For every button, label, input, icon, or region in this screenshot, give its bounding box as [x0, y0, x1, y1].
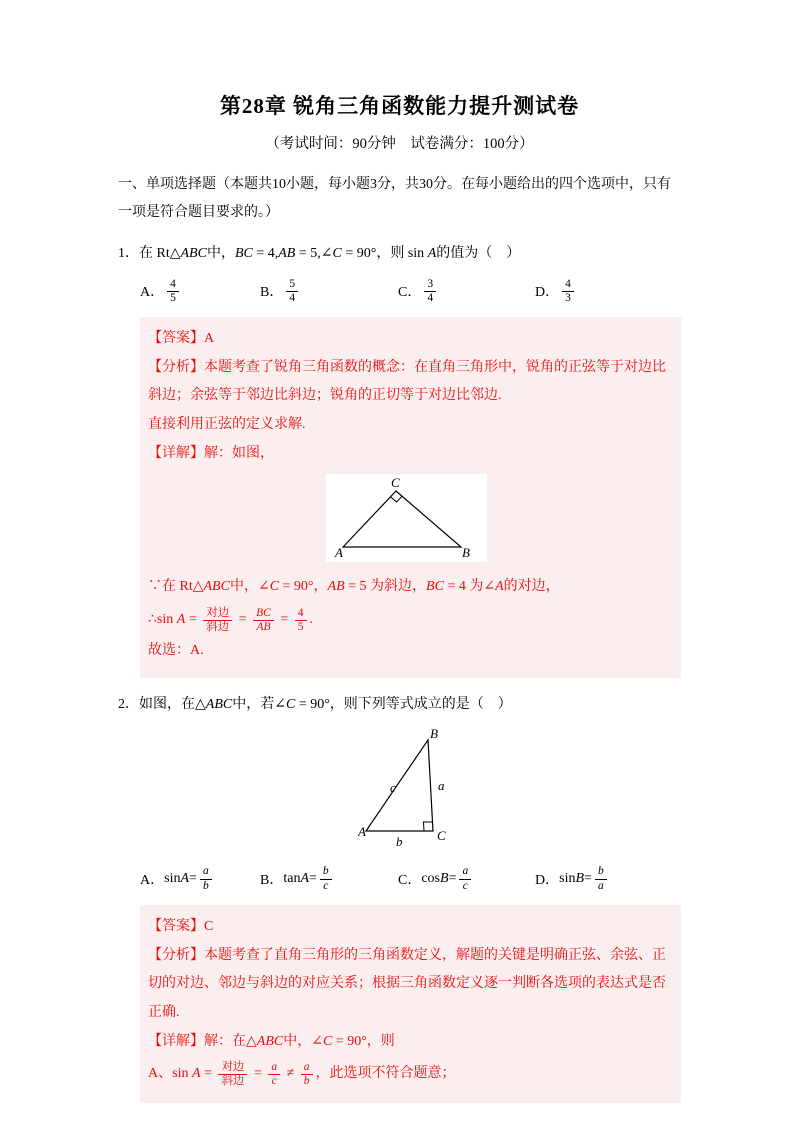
- q2-option-a: A． sin A = $\frac{a}{b}$: [140, 865, 260, 892]
- q2-option-c: C． cos B = $\frac{a}{c}$: [398, 865, 535, 892]
- vertex-label-a: A: [358, 824, 366, 840]
- q2-analysis-line: 【分析】本题考查了直角三角形的三角函数定义，解题的关键是明确正弦、余弦、正切的对边、邻边与斜边的对应关系；根据三角函数定义逐一判断各选项的表达式是否正确.: [148, 947, 666, 1020]
- right-angle-mark: [391, 497, 403, 503]
- vertex-label-c: C: [437, 828, 446, 844]
- q2-answer-block: [140, 905, 681, 1103]
- section-heading: 一、单项选择题（本题共10小题，每小题3分，共30分。在每小题给出的四个选项中，只有一项是符合题目要求的。）: [118, 177, 671, 220]
- q1-figure-row: [326, 474, 673, 567]
- q1-option-c: C． $\frac{3}{4}$: [398, 278, 535, 305]
- q1-answer-line: 【答案】A: [148, 331, 215, 347]
- side-label-b: b: [396, 834, 403, 850]
- vertex-label-b: B: [462, 545, 470, 560]
- q2-option-a-check: A、sin A = $\frac{\text{对边}}{\text{斜边}}$ = $\frac{a}{c}$ ≠ $\frac{a}{b}$ ，此选项不符合题意；: [148, 1061, 456, 1088]
- triangle-outline: [343, 491, 461, 547]
- q1-detail-intro: 【详解】解：如图，: [148, 445, 274, 461]
- q1-option-b: B． $\frac{5}{4}$: [260, 278, 398, 305]
- q1-conclusion-line: 故选：A.: [148, 643, 204, 659]
- triangle-figure-2: [358, 728, 470, 850]
- vertex-label-b: B: [430, 728, 438, 742]
- q1-option-d: D． $\frac{4}{3}$: [535, 278, 681, 305]
- q2-answer-line: 【答案】C: [148, 918, 214, 934]
- question-2-options: [140, 865, 681, 892]
- q1-because-line: ∵在 Rt△ABC中，∠C = 90°，AB = 5 为斜边，BC = 4 为∠A的对边，: [148, 579, 560, 595]
- triangle-outline: [366, 740, 433, 831]
- q1-option-a: A． $\frac{4}{5}$: [140, 278, 260, 305]
- q2-figure-row: [358, 728, 681, 855]
- side-label-c: c: [390, 780, 396, 796]
- q2-option-d: D． sin B = $\frac{b}{a}$: [535, 865, 681, 892]
- exam-info: （考试时间：90分钟 试卷满分：100分）: [265, 136, 534, 152]
- q1-therefore-line: ∴sin A = $\frac{\text{对边}}{\text{斜边}}$ = $\frac{BC}{AB}$ = $\frac{4}{5}$ .: [148, 607, 313, 634]
- side-label-a: a: [438, 778, 445, 794]
- triangle-svg-2: [358, 728, 470, 850]
- q2-detail-intro: 【详解】解：在△ABC中，∠C = 90°，则: [148, 1033, 395, 1049]
- question-1-stem: 1．在 Rt△ABC中，BC = 4,AB = 5,∠C = 90°，则 sin A的值为（ ）: [118, 246, 521, 261]
- question-1-options: [140, 278, 681, 305]
- doc-title: 第28章 锐角三角函数能力提升测试卷: [219, 94, 580, 118]
- right-angle-mark: [424, 822, 433, 831]
- vertex-label-c: C: [391, 477, 400, 491]
- q1-analysis-line-2: 直接利用正弦的定义求解.: [148, 417, 306, 433]
- vertex-label-a: A: [335, 545, 343, 560]
- triangle-svg-1: [334, 477, 479, 559]
- q2-option-b: B． tan A = $\frac{b}{c}$: [260, 865, 398, 892]
- q1-analysis-line-1: 【分析】本题考查了锐角三角函数的概念：在直角三角形中，锐角的正弦等于对边比斜边；余弦等于邻边比斜边；锐角的正切等于对边比邻边.: [148, 359, 666, 404]
- triangle-figure-1: [326, 474, 487, 562]
- q1-answer-block: [140, 317, 681, 678]
- question-2-stem: 2．如图，在△ABC中，若∠C = 90°，则下列等式成立的是（ ）: [118, 696, 512, 712]
